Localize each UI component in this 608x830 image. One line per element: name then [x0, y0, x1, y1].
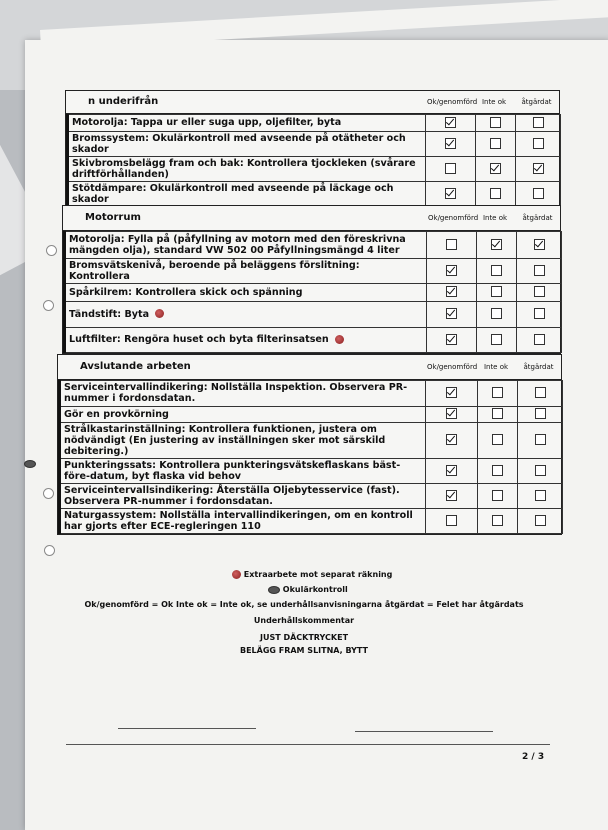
row-description: [60, 380, 426, 406]
row-text: Stötdämpare: Okulärkontroll med avseende på läckage och skador: [72, 182, 394, 205]
checkbox[interactable]: [533, 117, 544, 128]
atgardat-cell: [518, 458, 563, 483]
row-text: Motorolja: Tappa ur eller suga upp, oljefilter, byta: [72, 117, 342, 128]
checkbox[interactable]: [446, 334, 457, 345]
checkbox[interactable]: [491, 239, 502, 250]
ok-cell: [427, 327, 477, 352]
table-row: [60, 458, 563, 483]
comment-heading: Underhållskommentar: [253, 616, 355, 625]
signature-line: [355, 731, 493, 732]
ok-cell: [426, 422, 478, 458]
ok-cell: [426, 380, 478, 406]
row-text: Serviceintervallsindikering: Återställa Oljebytesservice (fast). Observera PR-nummer i fordonsdatan.: [64, 484, 400, 507]
row-description: [65, 258, 427, 283]
comment-line-1: JUST DÄCKTRYCKET: [259, 633, 349, 642]
row-description: [68, 131, 426, 156]
row-description: [60, 406, 426, 422]
inte-ok-cell: [478, 508, 518, 533]
checkbox[interactable]: [445, 163, 456, 174]
col-ok-header: Ok/genomförd: [424, 91, 474, 113]
col-inte-ok-header: Inte ok: [474, 91, 514, 113]
checkbox[interactable]: [445, 188, 456, 199]
atgardat-cell: [517, 327, 562, 352]
inte-ok-cell: [476, 181, 516, 206]
checkbox[interactable]: [492, 465, 503, 476]
section-motorrum: [62, 205, 561, 354]
inte-ok-cell: [477, 258, 517, 283]
inte-ok-cell: [478, 380, 518, 406]
row-description: [65, 301, 427, 327]
ok-cell: [427, 283, 477, 301]
row-description: [65, 283, 427, 301]
atgardat-cell: [517, 301, 562, 327]
table-row: [65, 301, 562, 327]
punch-hole: [46, 245, 57, 256]
section-title: Avslutande arbeten: [58, 355, 424, 379]
section-avslutande-arbeten: [57, 354, 562, 535]
checkbox[interactable]: [446, 515, 457, 526]
checkbox[interactable]: [535, 387, 546, 398]
ok-cell: [427, 258, 477, 283]
signature-line: [118, 728, 256, 729]
ok-cell: [426, 114, 476, 131]
section-underifran: [65, 90, 560, 208]
checkbox[interactable]: [446, 465, 457, 476]
inte-ok-cell: [477, 327, 517, 352]
ok-cell: [426, 181, 476, 206]
checkbox[interactable]: [492, 408, 503, 419]
atgardat-cell: [517, 283, 562, 301]
checkbox[interactable]: [446, 308, 457, 319]
checkbox[interactable]: [492, 434, 503, 445]
row-description: [68, 181, 426, 206]
checkbox[interactable]: [491, 265, 502, 276]
legend-extra: [232, 570, 392, 579]
atgardat-cell: [518, 422, 563, 458]
atgardat-cell: [518, 406, 563, 422]
checkbox[interactable]: [446, 265, 457, 276]
checkbox[interactable]: [445, 138, 456, 149]
row-description: [60, 508, 426, 533]
checkbox[interactable]: [534, 239, 545, 250]
ok-cell: [426, 156, 476, 181]
atgardat-cell: [518, 508, 563, 533]
ok-cell: [426, 458, 478, 483]
checkbox[interactable]: [446, 387, 457, 398]
inte-ok-cell: [476, 131, 516, 156]
atgardat-cell: [516, 114, 561, 131]
row-text: Bromsvätskenivå, beroende på beläggens förslitning: Kontrollera: [69, 259, 360, 282]
checkbox[interactable]: [446, 408, 457, 419]
col-inte-ok-header: Inte ok: [476, 355, 516, 379]
row-text: Motorolja: Fylla på (påfyllning av motorn med den föreskrivna mängden olja), standard VW 502 00 Påfyllningsmängd 4 liter: [69, 233, 406, 256]
table-row: [65, 231, 562, 258]
ok-cell: [427, 301, 477, 327]
page-number: 2 / 3: [522, 752, 545, 762]
table-row: [68, 131, 561, 156]
checkbox[interactable]: [446, 239, 457, 250]
checkbox[interactable]: [446, 434, 457, 445]
row-description: [60, 483, 426, 508]
row-text: Luftfilter: Rengöra huset och byta filterinsatsen: [69, 334, 329, 345]
table-row: [68, 114, 561, 131]
atgardat-cell: [516, 131, 561, 156]
table-row: [60, 422, 563, 458]
comment-line-2: BELÄGG FRAM SLITNA, BYTT: [239, 646, 369, 655]
checkbox[interactable]: [490, 188, 501, 199]
ok-cell: [426, 483, 478, 508]
row-text: Naturgassystem: Nollställa intervallindikeringen, om en kontroll har gjorts efter ECE-regleringen 110: [64, 509, 413, 532]
checkbox[interactable]: [533, 138, 544, 149]
table-row: [68, 181, 561, 206]
inte-ok-cell: [478, 406, 518, 422]
checkbox[interactable]: [491, 286, 502, 297]
inte-ok-cell: [477, 301, 517, 327]
row-text: Skivbromsbelägg fram och bak: Kontrollera tjockleken (svårare driftförhållanden): [72, 157, 416, 180]
red-dot-icon: [232, 570, 241, 579]
row-text: Punkteringssats: Kontrollera punkteringsvätskeflaskans bäst-före-datum, byt flaska vid behov: [64, 459, 401, 482]
col-ok-header: Ok/genomförd: [424, 355, 476, 379]
row-description: [68, 156, 426, 181]
col-atgardat-header: åtgärdat: [515, 206, 560, 230]
checkbox[interactable]: [490, 117, 501, 128]
checkbox[interactable]: [492, 490, 503, 501]
inte-ok-cell: [478, 422, 518, 458]
row-description: [65, 231, 427, 258]
row-text: Tändstift: Byta: [69, 308, 150, 320]
ok-cell: [426, 406, 478, 422]
row-text: Gör en provkörning: [64, 408, 169, 420]
table-row: [60, 380, 563, 406]
checkbox[interactable]: [492, 515, 503, 526]
ok-cell: [426, 131, 476, 156]
table-row: [65, 258, 562, 283]
col-ok-header: Ok/genomförd: [425, 206, 475, 230]
table-row: [65, 283, 562, 301]
col-inte-ok-header: Inte ok: [475, 206, 515, 230]
ok-cell: [426, 508, 478, 533]
inte-ok-cell: [478, 483, 518, 508]
checkbox[interactable]: [491, 308, 502, 319]
table-row: [60, 508, 563, 533]
legend-visual: [268, 585, 348, 594]
col-atgardat-header: åtgärdat: [514, 91, 559, 113]
checkbox[interactable]: [534, 286, 545, 297]
checkbox[interactable]: [533, 188, 544, 199]
atgardat-cell: [517, 231, 562, 258]
checkbox[interactable]: [446, 490, 457, 501]
table-row: [68, 156, 561, 181]
checkbox[interactable]: [446, 286, 457, 297]
inte-ok-cell: [476, 114, 516, 131]
atgardat-cell: [517, 258, 562, 283]
atgardat-cell: [518, 380, 563, 406]
row-text: Bromssystem: Okulärkontroll med avseende på otätheter och skador: [72, 132, 406, 155]
atgardat-cell: [516, 156, 561, 181]
atgardat-cell: [516, 181, 561, 206]
punch-hole: [44, 545, 55, 556]
checkbox[interactable]: [534, 334, 545, 345]
checkbox[interactable]: [535, 408, 546, 419]
red-dot-icon: [335, 335, 344, 344]
checkbox[interactable]: [534, 308, 545, 319]
table-row: [60, 406, 563, 422]
col-atgardat-header: åtgärdat: [516, 355, 561, 379]
row-description: [68, 114, 426, 131]
row-text: Strålkastarinställning: Kontrollera funktionen, justera om nödvändigt (En justering av inställningen sker mot särskild debitering.): [64, 423, 386, 457]
section-title: n underifrån: [66, 91, 424, 113]
punch-hole: [43, 300, 54, 311]
row-text: Spårkilrem: Kontrollera skick och spänning: [69, 286, 303, 298]
inte-ok-cell: [477, 283, 517, 301]
footer-rule: [66, 744, 550, 745]
red-dot-icon: [155, 309, 164, 318]
checkbox[interactable]: [490, 138, 501, 149]
row-description: [60, 458, 426, 483]
checkbox[interactable]: [445, 117, 456, 128]
row-text: Serviceintervallindikering: Nollställa Inspektion. Observera PR-nummer i fordonsdatan.: [64, 382, 408, 404]
legend-explanation: Ok/genomförd = Ok Inte ok = Inte ok, se underhållsanvisningarna åtgärdat = Felet har åtgärdats: [84, 600, 524, 609]
checkbox[interactable]: [535, 515, 546, 526]
checkbox[interactable]: [491, 334, 502, 345]
checkbox[interactable]: [490, 163, 501, 174]
inte-ok-cell: [478, 458, 518, 483]
checkbox[interactable]: [535, 434, 546, 445]
checkbox[interactable]: [535, 465, 546, 476]
checkbox[interactable]: [492, 387, 503, 398]
checkbox[interactable]: [535, 490, 546, 501]
legend-extra-label: Extraarbete mot separat räkning: [243, 570, 393, 579]
legend-visual-label: Okulärkontroll: [282, 585, 348, 594]
inte-ok-cell: [476, 156, 516, 181]
table-row: [65, 327, 562, 352]
checkbox[interactable]: [533, 163, 544, 174]
row-description: [60, 422, 426, 458]
checkbox[interactable]: [534, 265, 545, 276]
inte-ok-cell: [477, 231, 517, 258]
ok-cell: [427, 231, 477, 258]
eye-icon: [24, 460, 36, 468]
section-title: Motorrum: [63, 206, 425, 230]
table-row: [60, 483, 563, 508]
eye-icon: [268, 586, 280, 594]
row-description: [65, 327, 427, 352]
punch-hole: [43, 488, 54, 499]
atgardat-cell: [518, 483, 563, 508]
